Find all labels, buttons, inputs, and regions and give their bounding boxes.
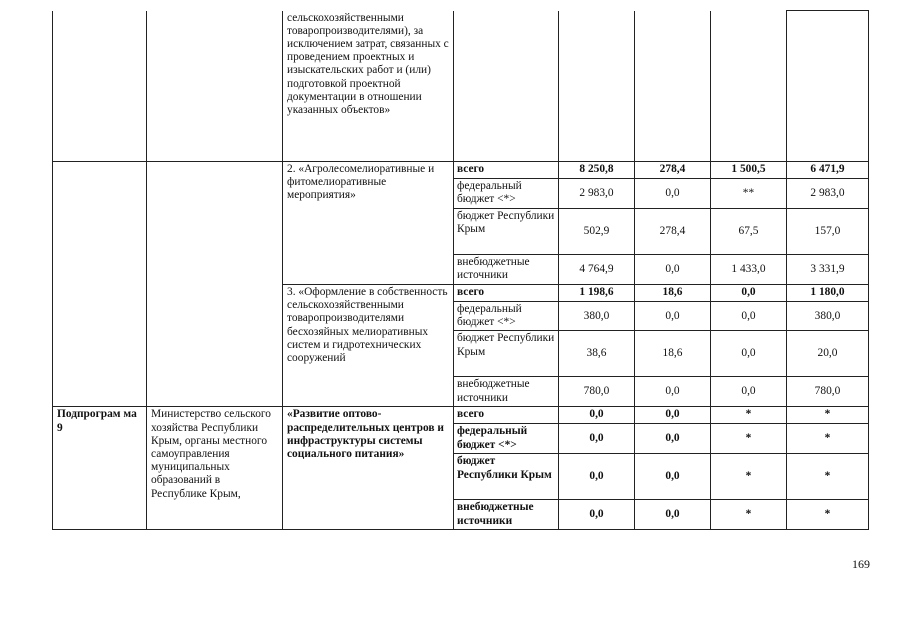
value-cell: 2 983,0 — [559, 179, 635, 209]
executor-cell-empty — [147, 162, 283, 407]
value-cell: 0,0 — [559, 424, 635, 454]
value-cell: * — [711, 454, 787, 500]
value-cell: 0,0 — [635, 407, 711, 424]
value-cell: 0,0 — [711, 331, 787, 377]
source-label: бюджет Республики Крым — [454, 331, 559, 377]
value-cell: 0,0 — [635, 377, 711, 407]
value-cell: 6 471,9 — [787, 162, 869, 179]
value-cell: 0,0 — [559, 454, 635, 500]
value-cell: 0,0 — [635, 500, 711, 529]
source-label: федеральный бюджет <*> — [454, 179, 559, 209]
value-cell: 380,0 — [559, 302, 635, 331]
subprogram-cell-empty — [53, 162, 147, 407]
value-cell: 0,0 — [711, 302, 787, 331]
value-cell: 380,0 — [787, 302, 869, 331]
value-cell: 0,0 — [559, 407, 635, 424]
source-label: бюджет Республики Крым — [454, 209, 559, 255]
page-number: 169 — [852, 557, 870, 571]
event-name: 3. «Оформление в собственность сельскохозяйственными товаропроизводителями бесхозяйных мелиоративных систем и гидротехнических сооружений — [283, 285, 454, 407]
source-label: бюджет Республики Крым — [454, 454, 559, 500]
funding-table — [52, 10, 869, 530]
value-cell: * — [787, 500, 869, 529]
value-cell: 2 983,0 — [787, 179, 869, 209]
value-cell: 3 331,9 — [787, 255, 869, 285]
value-cell: 780,0 — [787, 377, 869, 407]
value-cell: 0,0 — [635, 302, 711, 331]
value-cell: 502,9 — [559, 209, 635, 255]
source-label: всего — [454, 407, 559, 424]
value-cell: 0,0 — [559, 500, 635, 529]
value-cell: 1 433,0 — [711, 255, 787, 285]
table-row — [53, 407, 869, 424]
executor-cell-empty — [147, 11, 283, 162]
subprogram-executor: Министерство сельского хозяйства Республики Крым, органы местного самоуправления муниципальных образований в Республике Крым, — [147, 407, 283, 529]
source-label: внебюджетные источники — [454, 377, 559, 407]
value-cell: 780,0 — [559, 377, 635, 407]
value-cell: * — [787, 407, 869, 424]
subprogram-name: «Развитие оптово-распределительных центров и инфраструктуры системы социального питания» — [283, 407, 454, 529]
value-cell: * — [711, 407, 787, 424]
value-cell: 67,5 — [711, 209, 787, 255]
value-cell: 278,4 — [635, 162, 711, 179]
value-cell: 8 250,8 — [559, 162, 635, 179]
subprogram-label: Подпрограм ма 9 — [53, 407, 147, 529]
value-cell: 20,0 — [787, 331, 869, 377]
value-cell: 1 198,6 — [559, 285, 635, 302]
value-cell: 157,0 — [787, 209, 869, 255]
value-cell: 0,0 — [711, 377, 787, 407]
table-row — [53, 162, 869, 179]
value-cell: 0,0 — [635, 255, 711, 285]
value-cell: * — [711, 424, 787, 454]
value-cell: 0,0 — [711, 285, 787, 302]
source-label: внебюджетные источники — [454, 255, 559, 285]
source-label: всего — [454, 162, 559, 179]
source-label: федеральный бюджет <*> — [454, 302, 559, 331]
event-cell-continued: сельскохозяйственными товаропроизводителями), за исключением затрат, связанных с проведением проектных и изыскательских работ и (или) подготовкой проектной документации в отношении указанных объектов» — [283, 11, 454, 162]
event-name: 2. «Агролесомелиоративные и фитомелиоративные мероприятия» — [283, 162, 454, 285]
value-cell: ** — [711, 179, 787, 209]
value-cell: 4 764,9 — [559, 255, 635, 285]
value-cell: 0,0 — [635, 424, 711, 454]
value-cell: * — [711, 500, 787, 529]
value-cell: 18,6 — [635, 331, 711, 377]
value-cell: 0,0 — [635, 454, 711, 500]
continuation-row — [53, 11, 869, 162]
value-cell: 0,0 — [635, 179, 711, 209]
value-cell: 18,6 — [635, 285, 711, 302]
value-cell: 1 500,5 — [711, 162, 787, 179]
value-cell: 1 180,0 — [787, 285, 869, 302]
value-cell: * — [787, 424, 869, 454]
source-label: внебюджетные источники — [454, 500, 559, 529]
value-cell: * — [787, 454, 869, 500]
source-label: федеральный бюджет <*> — [454, 424, 559, 454]
subprogram-cell-empty — [53, 11, 147, 162]
value-cell: 38,6 — [559, 331, 635, 377]
source-label: всего — [454, 285, 559, 302]
value-cell: 278,4 — [635, 209, 711, 255]
